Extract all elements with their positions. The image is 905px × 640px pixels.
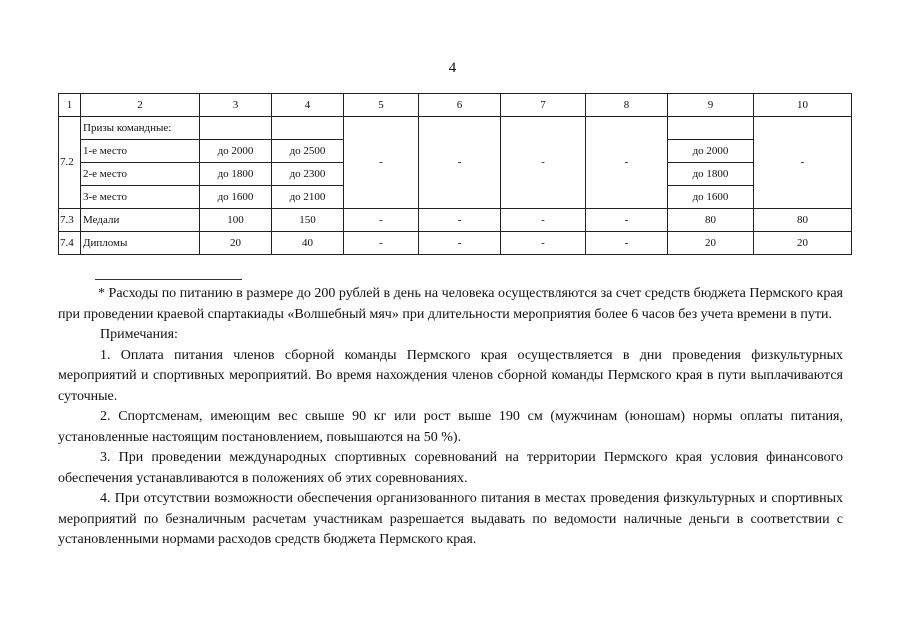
table-cell: 20 [668,232,754,255]
table-row [59,117,852,140]
notes-heading: Примечания: [100,327,178,342]
row-label: Дипломы [81,232,200,255]
table-cell: до 2000 [200,140,272,163]
header-cell: 6 [419,94,501,117]
table-cell: до 1800 [668,163,754,186]
row-number: 7.4 [59,232,81,255]
table-cell: - [344,232,419,255]
page-number: 4 [448,60,457,76]
note-paragraph: 3. При проведении международных спортивных соревнований на территории Пермского края условия финансового обеспечения устанавливаются в положениях об этих соревнованиях. [58,450,843,486]
table-cell: - [501,117,586,209]
table-cell: 20 [200,232,272,255]
row-label: 2-е место [81,163,200,186]
header-cell: 10 [754,94,852,117]
table-cell: до 1800 [200,163,272,186]
note-paragraph: 2. Спортсменам, имеющим вес свыше 90 кг или рост выше 190 см (мужчинам (юношам) нормы оплаты питания, установленные настоящим постановлением, повышаются на 50 %). [58,409,843,445]
header-cell: 4 [272,94,344,117]
table-cell: - [344,117,419,209]
table-cell: до 2500 [272,140,344,163]
header-cell: 2 [81,94,200,117]
note-paragraph: 4. При отсутствии возможности обеспечения организованного питания в местах проведения физкультурных и спортивных мероприятий по безналичным расчетам участникам разрешается выдавать по ведомости наличные деньги в соответствии с установленными нормами расходов средств бюджета Пермского края. [58,491,843,547]
table-row [59,232,852,255]
table-cell: - [344,209,419,232]
table-cell: - [754,117,852,209]
table-cell: 80 [668,209,754,232]
table-cell: до 2000 [668,140,754,163]
table-cell: - [586,209,668,232]
row-label: 3-е место [81,186,200,209]
table-cell [200,117,272,140]
table-cell: - [419,209,501,232]
footnote: * Расходы по питанию в размере до 200 рублей в день на человека осуществляются за счет средств бюджета Пермского края при проведении краевой спартакиады «Волшебный мяч» при длительности мероприятия более 6 часов без учета времени в пути. [58,286,843,322]
header-cell: 7 [501,94,586,117]
table-cell: до 2300 [272,163,344,186]
table-cell: 20 [754,232,852,255]
row-label: Медали [81,209,200,232]
table-cell: до 1600 [668,186,754,209]
header-cell: 5 [344,94,419,117]
table-cell: - [586,117,668,209]
table-cell [272,117,344,140]
header-cell: 9 [668,94,754,117]
footnote-separator [95,279,242,280]
row-number: 7.3 [59,209,81,232]
header-cell: 8 [586,94,668,117]
table-cell: - [419,117,501,209]
row-number: 7.2 [59,117,81,209]
table-cell: 40 [272,232,344,255]
table-cell: до 1600 [200,186,272,209]
header-cell: 1 [59,94,81,117]
table-cell: - [501,209,586,232]
expense-norms-table [58,93,852,255]
header-cell: 3 [200,94,272,117]
table-cell: - [419,232,501,255]
table-cell: - [586,232,668,255]
note-paragraph: 1. Оплата питания членов сборной команды Пермского края осуществляется в дни проведения физкультурных мероприятий и спортивных мероприятий. Во время нахождения членов сборной команды Пермского края в пути выплачиваются суточные. [58,347,843,404]
table-cell: до 2100 [272,186,344,209]
table-row [59,209,852,232]
notes-section [58,284,843,551]
table-cell: 100 [200,209,272,232]
table-cell: - [501,232,586,255]
row-label: 1-е место [81,140,200,163]
table-cell: 80 [754,209,852,232]
row-label: Призы командные: [81,117,200,140]
table-header-row [59,94,852,117]
table-cell: 150 [272,209,344,232]
table-cell [668,117,754,140]
